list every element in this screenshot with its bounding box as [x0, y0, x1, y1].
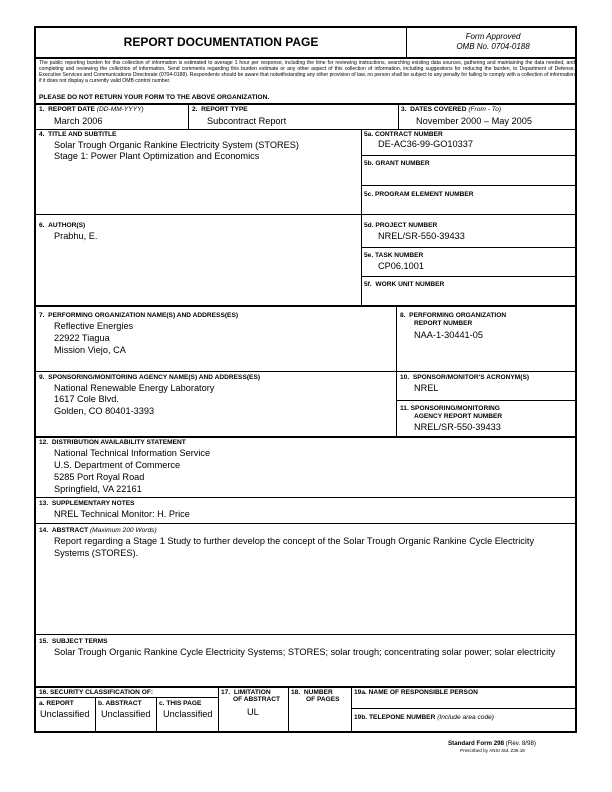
divider	[36, 57, 575, 59]
divider	[36, 686, 575, 688]
divider	[361, 276, 575, 277]
subject-terms-value: Solar Trough Organic Rankine Cycle Electricity Systems; STORES; solar trough; concentrating solar power; solar electricity	[54, 647, 556, 657]
divider	[396, 371, 397, 436]
sponsoring-agency-label: 9. SPONSORING/MONITORING AGENCY NAME(S) AND ADDRESS(ES)	[39, 374, 261, 381]
divider	[361, 155, 575, 156]
report-classification-label: a. REPORT	[39, 700, 74, 707]
return-warning: PLEASE DO NOT RETURN YOUR FORM TO THE ABOVE ORGANIZATION.	[39, 94, 270, 101]
page-classification-value: Unclassified	[163, 709, 213, 719]
standard-form-label: Standard Form 298 (Rev. 8/98)	[448, 740, 536, 747]
divider	[396, 306, 397, 371]
limitation-label: 17. LIMITATION	[221, 689, 271, 696]
divider	[36, 697, 218, 698]
contract-number-label: 5a. CONTRACT NUMBER	[364, 131, 443, 138]
distribution-line-4: Springfield, VA 22161	[54, 484, 142, 494]
divider	[36, 214, 575, 215]
report-date-value: March 2006	[54, 116, 103, 126]
abstract-classification-label: b. ABSTRACT	[98, 700, 142, 707]
form-approved-label: Form Approved	[465, 32, 521, 41]
title-line: Solar Trough Organic Rankine Electricity System (STORES)	[54, 140, 299, 150]
limitation-label-2: OF ABSTRACT	[233, 696, 281, 703]
security-classification-label: 16. SECURITY CLASSIFICATION OF:	[39, 689, 154, 696]
divider	[36, 523, 575, 524]
sponsoring-agency-city: Golden, CO 80401-3393	[54, 406, 155, 416]
sponsoring-agency-address: 1617 Cole Blvd.	[54, 394, 119, 404]
divider	[36, 634, 575, 635]
subtitle-line: Stage 1: Power Plant Optimization and Economics	[54, 151, 260, 161]
grant-number-label: 5b. GRANT NUMBER	[364, 160, 430, 167]
project-number-value: NREL/SR-550-39433	[378, 231, 465, 241]
responsible-person-label: 19a. NAME OF RESPONSIBLE PERSON	[354, 689, 478, 696]
divider	[36, 497, 575, 498]
page-classification-label: c. THIS PAGE	[159, 700, 202, 707]
burden-statement: The public reporting burden for this collection of information is estimated to average 1 hour per response, including the time for reviewing instructions, searching existing data sources, gathering and maintaining the data needed, and completing and reviewing the collection of information. Send comments regarding this burden estimate or any other aspect of this collection of information, including suggestions for reducing the burden, to Department of Defense, Executive Services and Communications Directorate (0704-0188). Respondents should be aware that notwithstanding any other provision of law, no person shall be subject to any penalty for failing to comply with a collection of information if it does not display a currently valid OMB control number.	[39, 60, 575, 84]
supplementary-notes-value: NREL Technical Monitor: H. Price	[54, 509, 190, 519]
distribution-line-1: National Technical Information Service	[54, 448, 211, 458]
sponsor-acronym-label: 10. SPONSOR/MONITOR'S ACRONYM(S)	[400, 374, 530, 381]
report-classification-value: Unclassified	[40, 709, 90, 719]
divider	[361, 247, 575, 248]
form-approval	[408, 32, 578, 52]
sponsoring-agency-name: National Renewable Energy Laboratory	[54, 383, 215, 393]
sponsor-report-number-label: 11. SPONSORING/MONITORING	[400, 405, 500, 412]
sponsor-acronym-value: NREL	[414, 383, 439, 393]
divider	[36, 436, 575, 438]
divider	[36, 305, 575, 307]
divider	[398, 104, 399, 129]
performing-org-city: Mission Viejo, CA	[54, 345, 126, 355]
omb-number: OMB No. 0704-0188	[456, 42, 530, 51]
prescribed-label: Prescribed by ANSI Std. Z39.18	[460, 748, 525, 753]
abstract-value: Report regarding a Stage 1 Study to further develop the concept of the Solar Trough Organic Rankine Cycle Electricity Systems (STORES).	[54, 536, 535, 558]
task-number-label: 5e. TASK NUMBER	[364, 252, 424, 259]
telephone-label: 19b. TELEPONE NUMBER (Include area code)	[354, 714, 495, 721]
divider	[36, 129, 575, 130]
dates-covered-value: November 2000 – May 2005	[416, 116, 532, 126]
supplementary-notes-label: 13. SUPPLEMENTARY NOTES	[39, 500, 135, 507]
abstract-label: 14. ABSTRACT (Maximum 200 Words)	[39, 527, 157, 534]
divider	[218, 687, 219, 733]
performing-report-number-label: 8. PERFORMING ORGANIZATION	[400, 312, 507, 319]
performing-org-address: 22922 Tiagua	[54, 333, 110, 343]
divider	[36, 371, 575, 372]
divider	[288, 687, 289, 733]
performing-org-label: 7. PERFORMING ORGANIZATION NAME(S) AND ADDRESS(ES)	[39, 312, 239, 319]
sponsor-report-number-value: NREL/SR-550-39433	[414, 422, 501, 432]
divider	[156, 697, 157, 733]
performing-org-name: Reflective Energies	[54, 321, 134, 331]
distribution-line-3: 5285 Port Royal Road	[54, 472, 145, 482]
performing-report-number-label-2: REPORT NUMBER	[414, 320, 473, 327]
contract-number-value: DE-AC36-99-GO10337	[378, 139, 473, 149]
divider	[188, 104, 189, 129]
abstract-classification-value: Unclassified	[101, 709, 151, 719]
report-type-value: Subcontract Report	[207, 116, 287, 126]
divider	[351, 687, 352, 733]
divider	[361, 214, 362, 305]
report-date-label: 1. REPORT DATE (DD-MM-YYYY)	[39, 106, 144, 113]
number-of-pages-label-2: OF PAGES	[306, 696, 340, 703]
divider	[361, 185, 575, 186]
dates-covered-label: 3. DATES COVERED (From - To)	[401, 106, 502, 113]
sponsor-report-number-label-2: AGENCY REPORT NUMBER	[414, 413, 503, 420]
divider	[396, 400, 575, 401]
divider	[361, 129, 362, 214]
authors-label: 6. AUTHOR(S)	[39, 222, 86, 229]
report-type-label: 2. REPORT TYPE	[192, 106, 248, 113]
work-unit-label: 5f. WORK UNIT NUMBER	[364, 281, 445, 288]
task-number-value: CP06.1001	[378, 261, 424, 271]
distribution-label: 12. DISTRIBUTION AVAILABILITY STATEMENT	[39, 439, 186, 446]
distribution-line-2: U.S. Department of Commerce	[54, 460, 181, 470]
program-element-label: 5c. PROGRAM ELEMENT NUMBER	[364, 191, 474, 198]
divider	[351, 708, 575, 709]
divider	[406, 28, 407, 57]
subject-terms-label: 15. SUBJECT TERMS	[39, 638, 108, 645]
report-documentation-form	[34, 26, 577, 733]
project-number-label: 5d. PROJECT NUMBER	[364, 222, 438, 229]
form-title: REPORT DOCUMENTATION PAGE	[123, 35, 319, 49]
authors-value: Prabhu, E.	[54, 231, 98, 241]
performing-report-number-value: NAA-1-30441-05	[414, 330, 483, 340]
divider	[36, 103, 575, 105]
divider	[95, 697, 96, 733]
limitation-value: UL	[247, 707, 259, 717]
number-of-pages-label: 18. NUMBER	[291, 689, 333, 696]
title-subtitle-label: 4. TITLE AND SUBTITLE	[39, 131, 117, 138]
